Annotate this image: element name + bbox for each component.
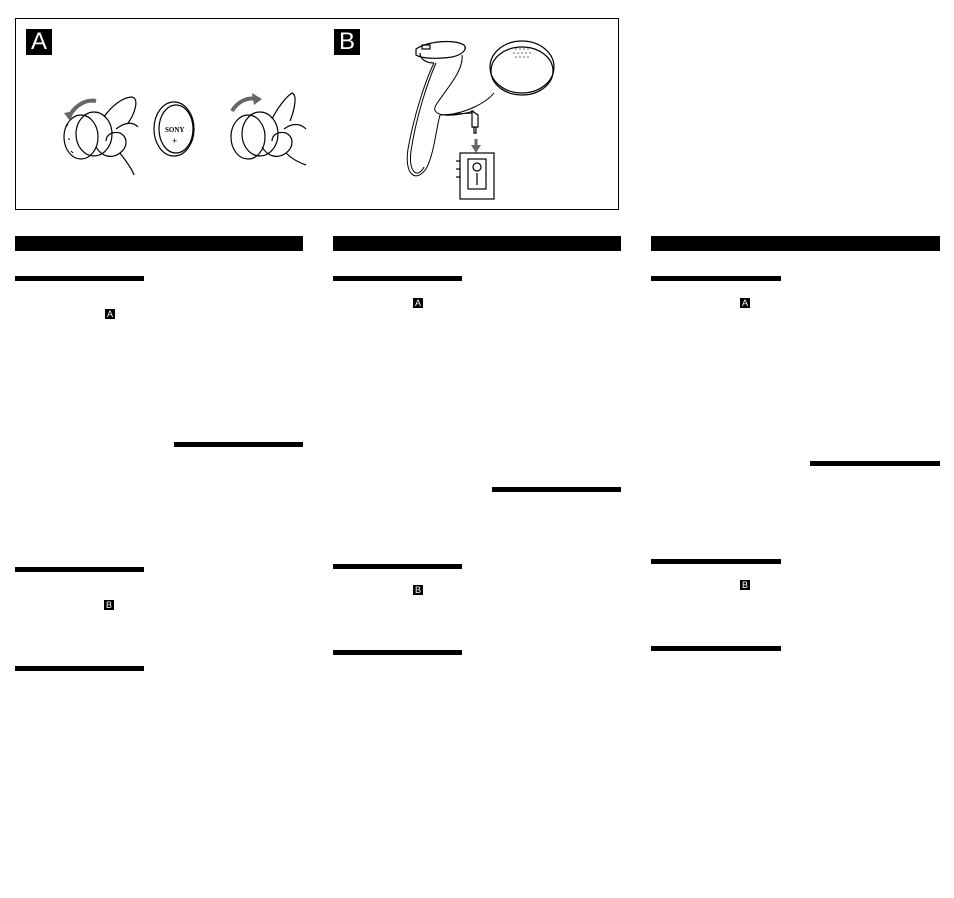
clockwise-arrow-icon [232,99,256,112]
battery-polarity-text: + [172,136,178,146]
column-2-section-rule [333,276,462,281]
column-2-ref-a: A [414,298,421,308]
panel-label-a: A [26,29,52,55]
column-2-section-rule [492,487,621,492]
column-1-ref-a: A [106,309,113,319]
column-2-header-bar [333,236,621,251]
column-3-header-bar [651,236,940,251]
battery-brand-text: SONY [165,126,185,134]
column-1-section-rule [15,567,144,572]
column-3-section-rule [651,276,781,281]
illustration-frame [15,18,619,210]
column-3-ref-a: A [741,298,748,308]
figure-drawing [16,19,620,211]
speaker-grille-dots [513,48,530,57]
cable-illustration [407,55,494,176]
column-2-ref-b: B [414,585,421,595]
battery-cover-close-illustration [231,93,306,165]
cassette-player-illustration [456,153,494,199]
panel-label-b: B [334,29,360,55]
column-1-ref-b: B [105,600,112,610]
speaker-pad-illustration [490,41,554,95]
earphone-clip-illustration [416,42,465,63]
column-1-section-rule [15,276,144,281]
column-1-header-bar [15,236,303,251]
column-3-section-rule [810,461,940,466]
column-1-section-rule [174,442,303,447]
plug-illustration [472,111,478,133]
counterclockwise-arrow-icon [70,101,96,115]
column-3-ref-b: B [741,580,748,590]
column-1-section-rule [15,666,144,671]
column-2-section-rule [333,650,462,655]
column-3-section-rule [651,559,781,564]
column-3-section-rule [651,646,781,651]
column-2-section-rule [333,564,462,569]
